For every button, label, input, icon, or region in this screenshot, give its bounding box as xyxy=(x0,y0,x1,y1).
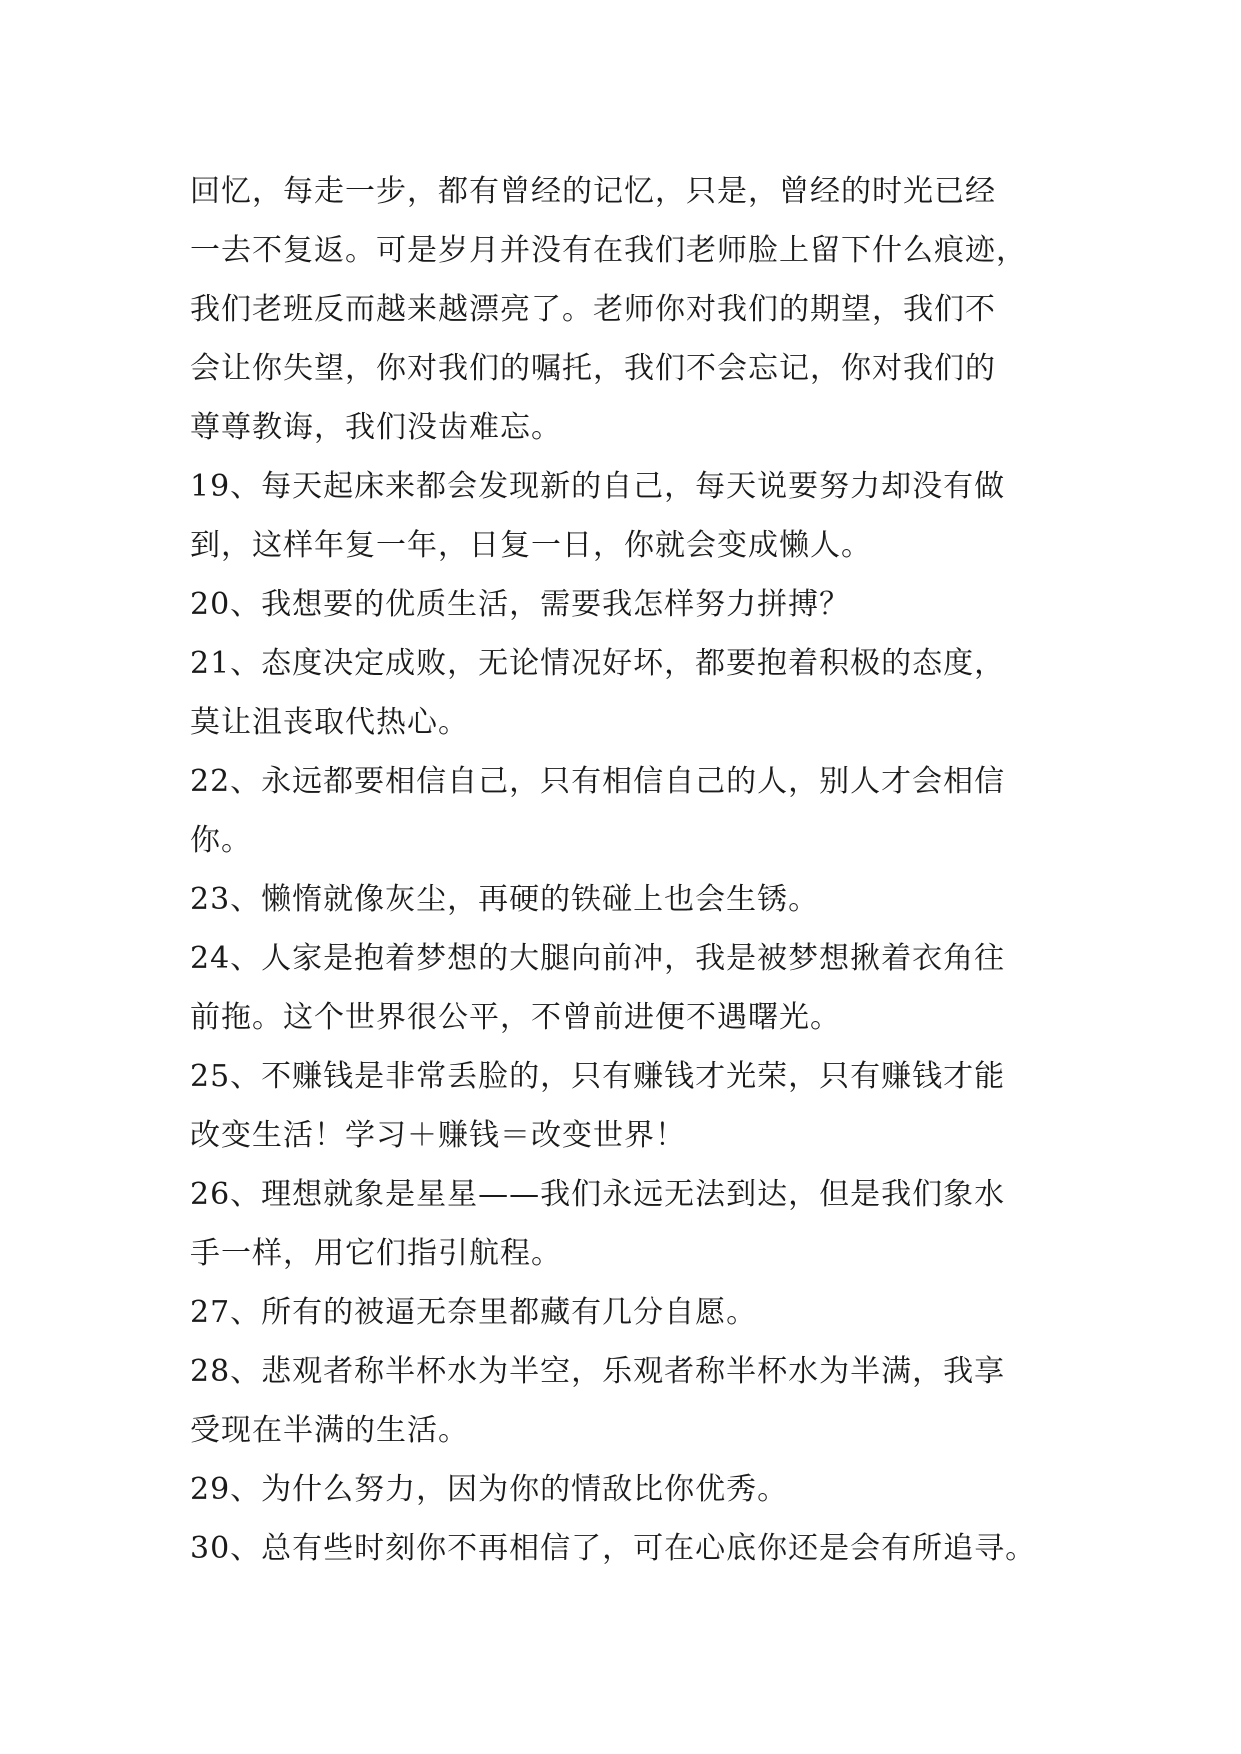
text-line: 26、理想就象是星星——我们永远无法到达，但是我们象水 xyxy=(190,1177,1006,1212)
text-line: 一去不复返。可是岁月并没有在我们老师脸上留下什么痕迹， xyxy=(190,233,1027,268)
text-line: 27、所有的被逼无奈里都藏有几分自愿。 xyxy=(190,1295,758,1330)
text-line: 回忆，每走一步，都有曾经的记忆，只是，曾经的时光已经 xyxy=(190,174,996,209)
text-line: 受现在半满的生活。 xyxy=(190,1413,469,1448)
text-line: 23、懒惰就像灰尘，再硬的铁碰上也会生锈。 xyxy=(190,882,820,917)
text-line: 29、为什么努力，因为你的情敌比你优秀。 xyxy=(190,1472,789,1507)
text-line: 莫让沮丧取代热心。 xyxy=(190,705,469,740)
document-body xyxy=(190,162,1090,1578)
text-line: 你。 xyxy=(190,823,252,858)
text-line: 19、每天起床来都会发现新的自己，每天说要努力却没有做 xyxy=(190,469,1006,504)
text-line: 改变生活！学习＋赚钱＝改变世界！ xyxy=(190,1118,686,1153)
text-line: 24、人家是抱着梦想的大腿向前冲，我是被梦想揪着衣角往 xyxy=(190,941,1006,976)
text-line: 会让你失望，你对我们的嘱托，我们不会忘记，你对我们的 xyxy=(190,351,996,386)
text-line: 尊尊教诲，我们没齿难忘。 xyxy=(190,410,562,445)
text-line: 手一样，用它们指引航程。 xyxy=(190,1236,562,1271)
text-line: 30、总有些时刻你不再相信了，可在心底你还是会有所追寻。 xyxy=(190,1531,1037,1566)
text-line: 25、不赚钱是非常丢脸的，只有赚钱才光荣，只有赚钱才能 xyxy=(190,1059,1006,1094)
text-line: 前拖。这个世界很公平，不曾前进便不遇曙光。 xyxy=(190,1000,841,1035)
text-line: 20、我想要的优质生活，需要我怎样努力拼搏？ xyxy=(190,587,851,622)
text-line: 22、永远都要相信自己，只有相信自己的人，别人才会相信 xyxy=(190,764,1006,799)
text-line: 到，这样年复一年，日复一日，你就会变成懒人。 xyxy=(190,528,872,563)
text-line: 21、态度决定成败，无论情况好坏，都要抱着积极的态度， xyxy=(190,646,1006,681)
text-line: 我们老班反而越来越漂亮了。老师你对我们的期望，我们不 xyxy=(190,292,996,327)
text-line: 28、悲观者称半杯水为半空，乐观者称半杯水为半满，我享 xyxy=(190,1354,1006,1389)
